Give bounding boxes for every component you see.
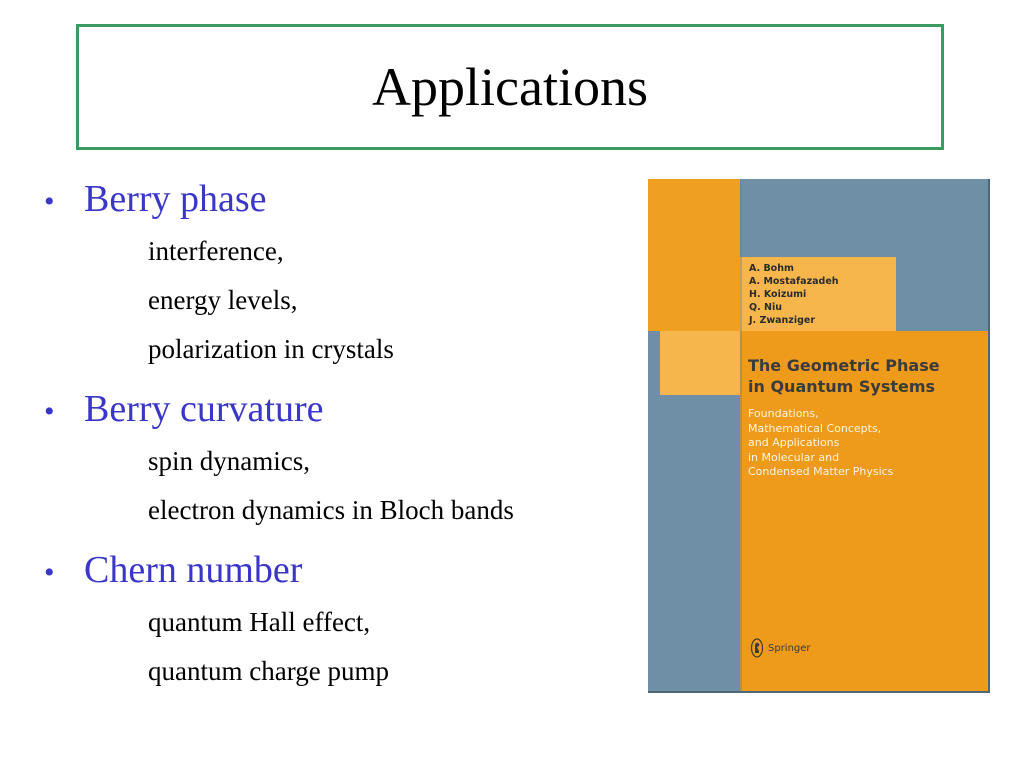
bullet-icon: • [44, 556, 55, 589]
bullet-heading: Chern number [84, 549, 303, 591]
bullet-icon: • [44, 185, 55, 218]
book-author: A. Mostafazadeh [749, 276, 839, 287]
sub-item: interference, [148, 236, 284, 266]
bullet-list [44, 174, 634, 696]
title-frame [76, 24, 944, 150]
bullet-icon: • [44, 395, 55, 428]
book-authors [749, 262, 839, 327]
sub-item: polarization in crystals [148, 334, 394, 364]
book-cover-image [648, 179, 990, 693]
bullet-heading: Berry curvature [84, 388, 324, 430]
cover-block [648, 179, 740, 331]
springer-knight-icon [750, 637, 764, 659]
book-author: H. Koizumi [749, 289, 807, 300]
bullet-group-berry-phase [44, 174, 634, 374]
sub-item: energy levels, [148, 285, 298, 315]
book-title: The Geometric Phase in Quantum Systems [748, 356, 940, 396]
book-author: A. Bohm [749, 263, 794, 274]
book-subtitle: Foundations, Mathematical Concepts, and Applications in Molecular and Condensed Matter Physics [748, 407, 894, 478]
slide-title: Applications [372, 57, 648, 117]
sub-item: quantum Hall effect, [148, 607, 371, 637]
sub-item: spin dynamics, [148, 446, 310, 476]
book-author: Q. Niu [749, 302, 782, 313]
bullet-heading: Berry phase [84, 178, 267, 220]
sub-item: quantum charge pump [148, 656, 389, 686]
cover-block [660, 331, 740, 395]
sub-item: electron dynamics in Bloch bands [148, 495, 514, 525]
bullet-group-chern-number [44, 545, 634, 696]
publisher-name: Springer [768, 642, 811, 654]
book-author: J. Zwanziger [749, 315, 816, 326]
bullet-group-berry-curvature [44, 384, 634, 535]
book-publisher [750, 637, 811, 659]
